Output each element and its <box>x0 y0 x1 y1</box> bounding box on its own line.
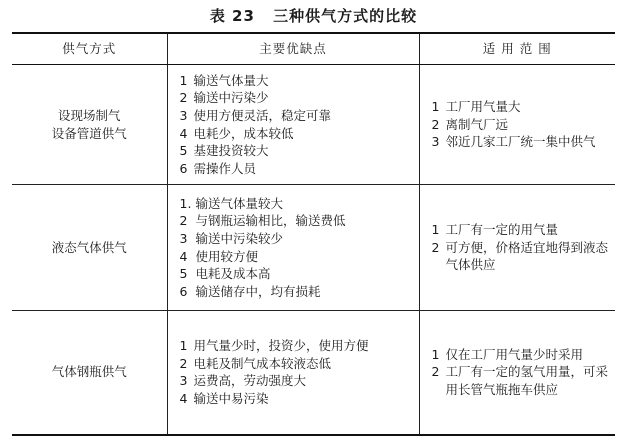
list-item <box>180 212 413 230</box>
list-item <box>180 160 413 178</box>
list-item <box>180 107 413 125</box>
list-item <box>432 221 610 239</box>
pros-cons-cell <box>167 185 419 311</box>
list-item <box>180 372 413 390</box>
method-cell <box>12 311 167 435</box>
item-text: 与钢瓶运输相比，输送费低 <box>195 213 346 229</box>
item-number: 1 <box>431 222 440 238</box>
item-text: 仅在工厂用气量少时采用 <box>445 346 584 362</box>
method-cell <box>12 65 167 185</box>
item-text: 需操作人员 <box>193 160 257 176</box>
table-title: 三种供气方式的比较 <box>273 7 418 25</box>
item-text: 输送气体量大 <box>193 72 269 88</box>
item-text: 电耗及成本高 <box>195 266 271 282</box>
item-number: 3 <box>431 134 440 150</box>
item-text: 用气量少时，投资少，使用方便 <box>193 338 369 354</box>
list-item <box>180 72 413 90</box>
item-text: 邻近几家工厂统一集中供气 <box>445 134 596 150</box>
item-number: 1 <box>431 346 440 362</box>
table-row <box>12 65 615 185</box>
item-number: 3 <box>179 107 188 123</box>
method-line: 设现场制气 <box>57 107 121 123</box>
item-number: 2 <box>179 213 188 229</box>
list-item <box>432 98 610 116</box>
item-text: 工厂用气量大 <box>445 99 521 115</box>
item-number: 5 <box>179 143 188 159</box>
table-caption <box>0 5 627 26</box>
header-pros-cons: 主要优缺点 <box>167 33 419 65</box>
list-item <box>180 390 413 408</box>
item-number: 6 <box>179 160 188 176</box>
item-number: 4 <box>179 248 188 264</box>
item-number: 1. <box>179 195 192 211</box>
table-number: 表 23 <box>209 7 255 25</box>
list-item <box>432 239 610 274</box>
method-line: 液态气体供气 <box>51 239 127 255</box>
scope-cell <box>419 185 615 311</box>
item-number: 5 <box>179 266 188 282</box>
list-item <box>432 363 610 398</box>
item-text: 输送中污染较少 <box>195 230 284 246</box>
table-row <box>12 185 615 311</box>
list-item <box>180 142 413 160</box>
list-item <box>432 116 610 134</box>
item-number: 2 <box>179 90 188 106</box>
header-scope: 适 用 范 围 <box>419 33 615 65</box>
list-item <box>180 195 413 213</box>
item-text: 离制气厂远 <box>445 116 509 132</box>
list-item <box>180 337 413 355</box>
item-number: 4 <box>179 390 188 406</box>
scope-cell <box>419 311 615 435</box>
item-text: 输送气体量较大 <box>195 195 284 211</box>
pros-cons-cell <box>167 65 419 185</box>
item-text: 基建投资较大 <box>193 143 269 159</box>
list-item <box>180 265 413 283</box>
header-method: 供气方式 <box>12 33 167 65</box>
item-number: 2 <box>431 239 440 255</box>
method-cell <box>12 185 167 311</box>
item-number: 1 <box>431 99 440 115</box>
item-text: 电耗及制气成本较液态低 <box>193 355 332 371</box>
item-number: 2 <box>431 364 440 380</box>
item-number: 2 <box>431 116 440 132</box>
item-number: 3 <box>179 230 188 246</box>
item-text: 工厂有一定的用气量 <box>445 222 559 238</box>
list-item <box>180 355 413 373</box>
item-number: 2 <box>179 355 188 371</box>
item-text: 输送中易污染 <box>193 390 269 406</box>
list-item <box>180 230 413 248</box>
pros-cons-cell <box>167 311 419 435</box>
list-item <box>180 248 413 266</box>
item-number: 1 <box>179 338 188 354</box>
list-item <box>432 133 610 151</box>
item-text: 工厂有一定的氢气用量，可采用长管气瓶拖车供应 <box>445 364 609 398</box>
table-row <box>12 311 615 435</box>
item-number: 6 <box>179 283 188 299</box>
item-text: 电耗少，成本较低 <box>193 125 294 141</box>
method-line: 气体钢瓶供气 <box>51 364 127 380</box>
item-text: 使用方便灵活，稳定可靠 <box>193 107 332 123</box>
item-number: 1 <box>179 72 188 88</box>
list-item <box>180 283 413 301</box>
list-item <box>432 346 610 364</box>
item-number: 4 <box>179 125 188 141</box>
item-text: 可方便，价格适宜地得到液态气体供应 <box>445 239 609 273</box>
item-text: 运费高，劳动强度大 <box>193 373 307 389</box>
item-text: 输送储存中，均有损耗 <box>195 283 321 299</box>
header-row <box>12 33 615 65</box>
list-item <box>180 89 413 107</box>
item-text: 使用较方便 <box>195 248 259 264</box>
list-item <box>180 125 413 143</box>
item-text: 输送中污染少 <box>193 90 269 106</box>
scope-cell <box>419 65 615 185</box>
comparison-table <box>12 32 615 436</box>
method-line: 设备管道供气 <box>51 125 127 141</box>
item-number: 3 <box>179 373 188 389</box>
